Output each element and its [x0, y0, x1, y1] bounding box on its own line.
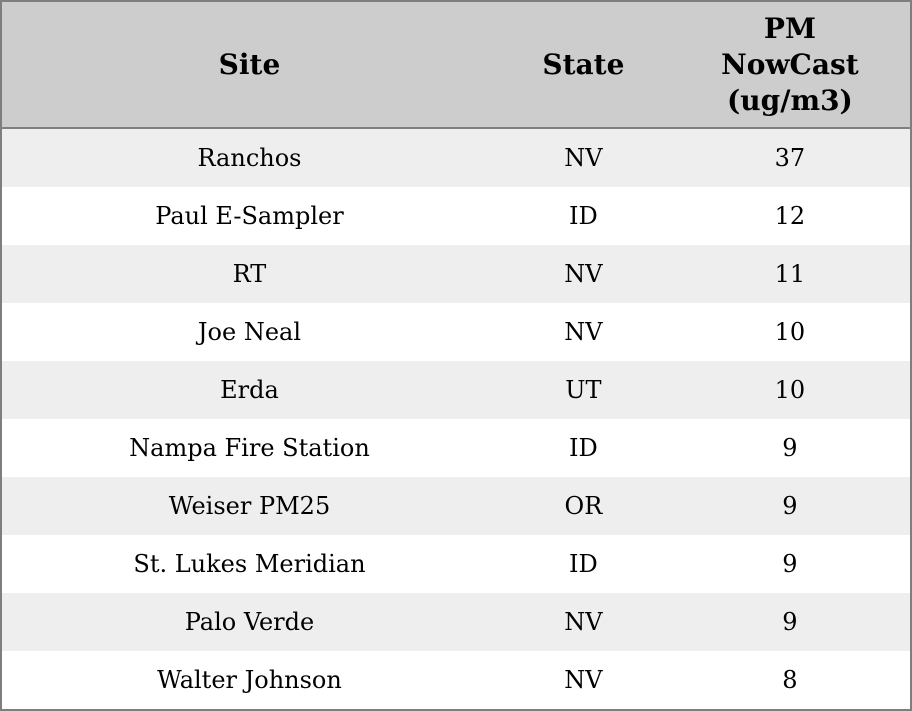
- site-cell: Nampa Fire Station: [129, 434, 370, 462]
- state-cell: ID: [569, 434, 598, 462]
- table-header: [1, 1, 911, 128]
- table-row: [1, 651, 911, 710]
- table-row: [1, 361, 911, 419]
- state-cell: ID: [569, 550, 598, 578]
- table-body: [1, 128, 911, 710]
- pm-cell: 9: [782, 492, 798, 520]
- site-cell: Erda: [220, 376, 279, 404]
- table-row: [1, 303, 911, 361]
- pm-cell: 9: [782, 434, 798, 462]
- table-row: [1, 187, 911, 245]
- site-cell: Joe Neal: [197, 318, 302, 346]
- state-cell: NV: [564, 666, 603, 694]
- site-cell: Ranchos: [197, 144, 302, 172]
- state-cell: NV: [564, 260, 603, 288]
- pm-cell: 9: [782, 608, 798, 636]
- pm-header-line-2: NowCast: [721, 47, 859, 81]
- table-row: [1, 593, 911, 651]
- pm-cell: 8: [782, 666, 798, 694]
- pm-cell: 12: [774, 202, 806, 230]
- state-cell: NV: [564, 144, 603, 172]
- state-cell: NV: [564, 608, 603, 636]
- pm-cell: 37: [774, 144, 806, 172]
- site-cell: Walter Johnson: [157, 666, 342, 694]
- column-header-pm-nowcast: [670, 1, 911, 128]
- table-row: [1, 535, 911, 593]
- table-row: [1, 477, 911, 535]
- site-cell: RT: [232, 260, 267, 288]
- column-header-state: State: [497, 1, 670, 128]
- pm-cell: 9: [782, 550, 798, 578]
- pm-header-line-1: PM: [763, 11, 816, 45]
- table-row: [1, 419, 911, 477]
- state-cell: UT: [565, 376, 602, 404]
- site-cell: St. Lukes Meridian: [133, 550, 366, 578]
- table-row: [1, 128, 911, 187]
- state-cell: OR: [564, 492, 603, 520]
- column-header-site: Site: [1, 1, 497, 128]
- site-cell: Palo Verde: [184, 608, 315, 636]
- state-cell: NV: [564, 318, 603, 346]
- table-row: [1, 245, 911, 303]
- header-row: [1, 1, 911, 128]
- pm-cell: 10: [774, 376, 806, 404]
- pm-cell: 10: [774, 318, 806, 346]
- pm-cell: 11: [774, 260, 806, 288]
- site-cell: Paul E-Sampler: [155, 202, 344, 230]
- site-cell: Weiser PM25: [168, 492, 331, 520]
- state-cell: ID: [569, 202, 598, 230]
- pm-header-line-3: (ug/m3): [727, 83, 853, 117]
